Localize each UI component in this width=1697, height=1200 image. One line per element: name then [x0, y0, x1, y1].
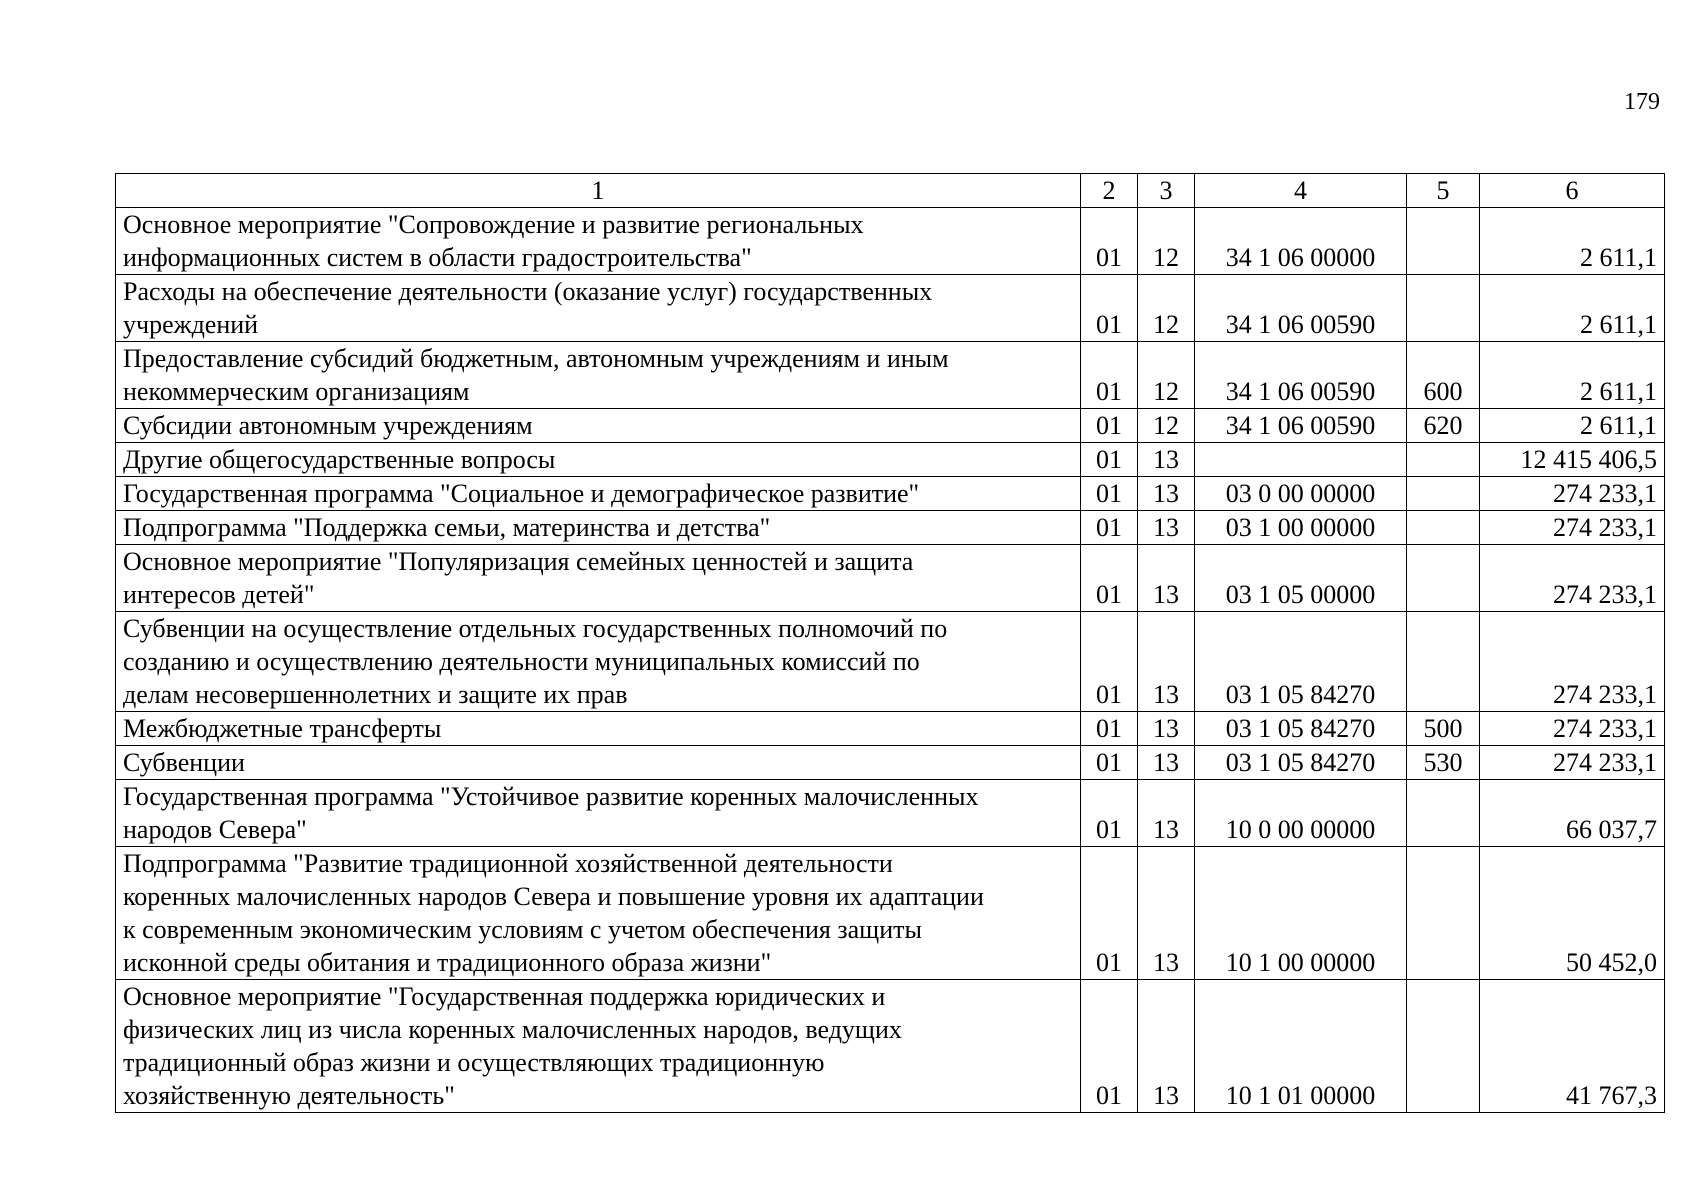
section-code: 01 [1081, 208, 1138, 275]
target-article-code: 34 1 06 00590 [1195, 342, 1407, 409]
amount: 274 233,1 [1480, 612, 1665, 712]
section-code: 01 [1081, 847, 1138, 980]
amount: 274 233,1 [1480, 511, 1665, 545]
subsection-code: 12 [1138, 275, 1195, 342]
row-name [116, 208, 1081, 275]
table-row [116, 477, 1665, 511]
table-row [116, 443, 1665, 477]
row-name [116, 545, 1081, 612]
table-row [116, 275, 1665, 342]
expense-type-code [1407, 545, 1480, 612]
section-code: 01 [1081, 612, 1138, 712]
target-article-code: 10 1 01 00000 [1195, 980, 1407, 1113]
expense-type-code [1407, 847, 1480, 980]
row-name-line: информационных систем в области градостроительства" [123, 243, 752, 272]
row-name [116, 980, 1081, 1113]
header-col-5: 5 [1407, 174, 1480, 208]
section-code: 01 [1081, 511, 1138, 545]
amount: 50 452,0 [1480, 847, 1665, 980]
table-row [116, 847, 1665, 980]
row-name-line: Государственная программа "Социальное и демографическое развитие" [123, 479, 920, 508]
amount: 274 233,1 [1480, 545, 1665, 612]
row-name-line: Межбюджетные трансферты [123, 714, 442, 743]
target-article-code: 03 1 05 84270 [1195, 712, 1407, 746]
row-name-line: Предоставление субсидий бюджетным, автономным учреждениям и иным [123, 344, 949, 373]
row-name [116, 443, 1081, 477]
table-row [116, 780, 1665, 847]
target-article-code: 34 1 06 00590 [1195, 275, 1407, 342]
amount: 12 415 406,5 [1480, 443, 1665, 477]
row-name-line: Другие общегосударственные вопросы [123, 445, 556, 474]
header-col-4: 4 [1195, 174, 1407, 208]
subsection-code: 13 [1138, 511, 1195, 545]
subsection-code: 13 [1138, 477, 1195, 511]
header-col-6: 6 [1480, 174, 1665, 208]
amount: 274 233,1 [1480, 477, 1665, 511]
row-name-line: хозяйственную деятельность" [123, 1081, 455, 1110]
subsection-code: 13 [1138, 746, 1195, 780]
amount: 2 611,1 [1480, 342, 1665, 409]
row-name-line: Основное мероприятие "Популяризация семейных ценностей и защита [123, 547, 914, 576]
table-body [116, 208, 1665, 1113]
expense-type-code [1407, 443, 1480, 477]
expense-type-code [1407, 477, 1480, 511]
row-name-line: традиционный образ жизни и осуществляющих традиционную [123, 1048, 825, 1077]
subsection-code: 13 [1138, 545, 1195, 612]
page-number: 179 [1624, 89, 1660, 115]
section-code: 01 [1081, 980, 1138, 1113]
subsection-code: 12 [1138, 409, 1195, 443]
row-name [116, 847, 1081, 980]
target-article-code: 03 1 00 00000 [1195, 511, 1407, 545]
row-name [116, 477, 1081, 511]
row-name [116, 746, 1081, 780]
row-name [116, 612, 1081, 712]
section-code: 01 [1081, 545, 1138, 612]
row-name-line: Основное мероприятие "Государственная поддержка юридических и [123, 982, 886, 1011]
amount: 2 611,1 [1480, 409, 1665, 443]
table-row [116, 511, 1665, 545]
amount: 41 767,3 [1480, 980, 1665, 1113]
section-code: 01 [1081, 342, 1138, 409]
row-name-line: созданию и осуществлению деятельности муниципальных комиссий по [123, 647, 920, 676]
row-name [116, 275, 1081, 342]
amount: 274 233,1 [1480, 746, 1665, 780]
expense-type-code [1407, 275, 1480, 342]
row-name-line: Государственная программа "Устойчивое развитие коренных малочисленных [123, 782, 979, 811]
amount: 2 611,1 [1480, 275, 1665, 342]
row-name-line: Подпрограмма "Развитие традиционной хозяйственной деятельности [123, 849, 893, 878]
row-name-line: исконной среды обитания и традиционного образа жизни" [123, 948, 772, 977]
subsection-code: 13 [1138, 847, 1195, 980]
table-row [116, 342, 1665, 409]
row-name [116, 780, 1081, 847]
row-name-line: делам несовершеннолетних и защите их прав [123, 680, 628, 709]
table-row [116, 208, 1665, 275]
expense-type-code [1407, 208, 1480, 275]
expense-type-code [1407, 780, 1480, 847]
row-name-line: Расходы на обеспечение деятельности (оказание услуг) государственных [123, 277, 933, 306]
row-name-line: коренных малочисленных народов Севера и повышение уровня их адаптации [123, 882, 984, 911]
budget-table [115, 173, 1665, 1113]
target-article-code [1195, 443, 1407, 477]
row-name [116, 342, 1081, 409]
row-name [116, 712, 1081, 746]
section-code: 01 [1081, 780, 1138, 847]
target-article-code: 03 1 05 84270 [1195, 746, 1407, 780]
section-code: 01 [1081, 477, 1138, 511]
row-name-line: физических лиц из числа коренных малочисленных народов, ведущих [123, 1015, 902, 1044]
subsection-code: 12 [1138, 342, 1195, 409]
header-col-2: 2 [1081, 174, 1138, 208]
row-name [116, 511, 1081, 545]
row-name-line: Субвенции [123, 748, 245, 777]
target-article-code: 03 1 05 84270 [1195, 612, 1407, 712]
row-name-line: учреждений [123, 310, 259, 339]
table-row [116, 712, 1665, 746]
amount: 66 037,7 [1480, 780, 1665, 847]
expense-type-code [1407, 511, 1480, 545]
target-article-code: 03 1 05 00000 [1195, 545, 1407, 612]
table-row [116, 980, 1665, 1113]
target-article-code: 34 1 06 00590 [1195, 409, 1407, 443]
section-code: 01 [1081, 409, 1138, 443]
row-name-line: народов Севера" [123, 815, 307, 844]
row-name-line: интересов детей" [123, 580, 315, 609]
amount: 2 611,1 [1480, 208, 1665, 275]
header-col-3: 3 [1138, 174, 1195, 208]
section-code: 01 [1081, 443, 1138, 477]
target-article-code: 10 1 00 00000 [1195, 847, 1407, 980]
expense-type-code: 620 [1407, 409, 1480, 443]
section-code: 01 [1081, 275, 1138, 342]
expense-type-code: 600 [1407, 342, 1480, 409]
subsection-code: 13 [1138, 612, 1195, 712]
section-code: 01 [1081, 712, 1138, 746]
table-row [116, 746, 1665, 780]
table-header [116, 174, 1665, 208]
row-name-line: Субвенции на осуществление отдельных государственных полномочий по [123, 614, 948, 643]
amount: 274 233,1 [1480, 712, 1665, 746]
subsection-code: 13 [1138, 780, 1195, 847]
row-name-line: Субсидии автономным учреждениям [123, 411, 533, 440]
header-row [116, 174, 1665, 208]
row-name-line: Основное мероприятие "Сопровождение и развитие региональных [123, 210, 864, 239]
table-row [116, 409, 1665, 443]
subsection-code: 13 [1138, 712, 1195, 746]
row-name-line: некоммерческим организациям [123, 377, 470, 406]
row-name [116, 409, 1081, 443]
header-col-1: 1 [116, 174, 1081, 208]
table-row [116, 545, 1665, 612]
expense-type-code: 530 [1407, 746, 1480, 780]
expense-type-code [1407, 612, 1480, 712]
subsection-code: 13 [1138, 980, 1195, 1113]
row-name-line: к современным экономическим условиям с учетом обеспечения защиты [123, 915, 922, 944]
row-name-line: Подпрограмма "Поддержка семьи, материнства и детства" [123, 513, 771, 542]
target-article-code: 10 0 00 00000 [1195, 780, 1407, 847]
expense-type-code [1407, 980, 1480, 1113]
target-article-code: 34 1 06 00000 [1195, 208, 1407, 275]
expense-type-code: 500 [1407, 712, 1480, 746]
subsection-code: 13 [1138, 443, 1195, 477]
subsection-code: 12 [1138, 208, 1195, 275]
target-article-code: 03 0 00 00000 [1195, 477, 1407, 511]
section-code: 01 [1081, 746, 1138, 780]
table-row [116, 612, 1665, 712]
